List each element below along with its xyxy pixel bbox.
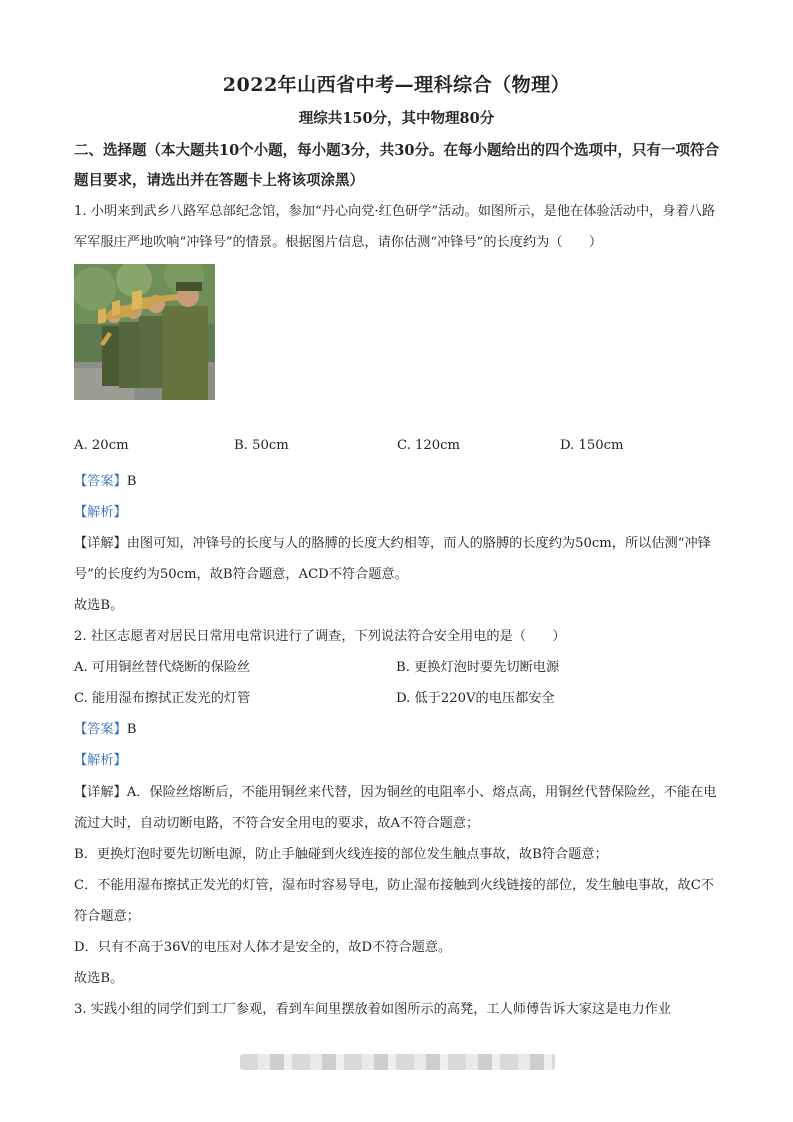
q2-analysis-tag: 【解析】 bbox=[74, 753, 127, 768]
q1-option-b[interactable]: B. 50cm bbox=[234, 438, 289, 453]
q2-option-c[interactable]: C. 能用湿布擦拭正发光的灯管 bbox=[74, 691, 251, 706]
answer-tag: 【答案】 bbox=[74, 474, 127, 489]
answer-value: B bbox=[126, 474, 137, 489]
q1-answer bbox=[74, 466, 724, 497]
q2-detail-b: B．更换灯泡时要先切断电源，防止手触碰到火线连接的部位发生触点事故，故B符合题意； bbox=[74, 847, 608, 862]
q1-analysis-tag: 【解析】 bbox=[74, 505, 127, 520]
question-2-options bbox=[74, 652, 724, 714]
detail-tag: 【详解】 bbox=[74, 785, 127, 800]
q2-option-d[interactable]: D. 低于220V的电压都安全 bbox=[396, 691, 555, 706]
q1-option-a[interactable]: A. 20cm bbox=[74, 438, 129, 453]
q2-option-b[interactable]: B. 更换灯泡时要先切断电源 bbox=[396, 660, 560, 675]
q1-detail bbox=[74, 528, 724, 590]
page-subtitle: 理综共150分，其中物理80分 bbox=[298, 110, 495, 127]
q2-detail-c: C．不能用湿布擦拭正发光的灯管，湿布时容易导电，防止湿布接触到火线链接的部位，发生触电事故，故C不符合题意； bbox=[74, 878, 714, 924]
detail-text: A．保险丝熔断后，不能用铜丝来代替，因为铜丝的电阻率小、熔点高，用铜丝代替保险丝，不能在电流过大时，自动切断电路，不符合安全用电的要求，故A不符合题意； bbox=[74, 785, 717, 831]
question-2-stem: 2. 社区志愿者对居民日常用电常识进行了调查，下列说法符合安全用电的是（ ） bbox=[74, 629, 566, 644]
q1-conclusion: 故选B。 bbox=[74, 598, 124, 613]
question-1-options bbox=[74, 438, 724, 464]
answer-value: B bbox=[126, 722, 137, 737]
bugle-photo bbox=[74, 264, 215, 400]
page-title: 2022年山西省中考—理科综合（物理） bbox=[222, 74, 571, 96]
q2-detail-d: D．只有不高于36V的电压对人体才是安全的，故D不符合题意。 bbox=[74, 940, 452, 955]
q1-option-c[interactable]: C. 120cm bbox=[397, 438, 461, 453]
answer-tag: 【答案】 bbox=[74, 722, 127, 737]
detail-text: 由图可知，冲锋号的长度与人的胳膊的长度大约相等，而人的胳膊的长度约为50cm，所以估测“冲锋号”的长度约为50cm，故B符合题意，ACD不符合题意。 bbox=[74, 536, 711, 582]
section-heading: 二、选择题（本大题共10个小题，每小题3分，共30分。在每小题给出的四个选项中，只有一项符合题目要求，请选出并在答题卡上将该项涂黑） bbox=[74, 142, 719, 189]
q2-option-a[interactable]: A. 可用铜丝替代烧断的保险丝 bbox=[74, 660, 251, 675]
q2-answer bbox=[74, 714, 724, 745]
question-3-stem: 3. 实践小组的同学们到工厂参观，看到车间里摆放着如图所示的高凳，工人师傅告诉大家这是电力作业 bbox=[74, 1002, 672, 1017]
watermark-blur bbox=[240, 1054, 555, 1070]
detail-tag: 【详解】 bbox=[74, 536, 127, 551]
question-1-stem: 1. 小明来到武乡八路军总部纪念馆，参加“丹心向党·红色研学”活动。如图所示，是他在体验活动中，身着八路军军服庄严地吹响“冲锋号”的情景。根据图片信息，请你估测“冲锋号”的长度约为（ ） bbox=[74, 204, 716, 250]
q2-detail-a bbox=[74, 777, 724, 839]
q2-conclusion: 故选B。 bbox=[74, 971, 124, 986]
q1-option-d[interactable]: D. 150cm bbox=[560, 438, 624, 453]
